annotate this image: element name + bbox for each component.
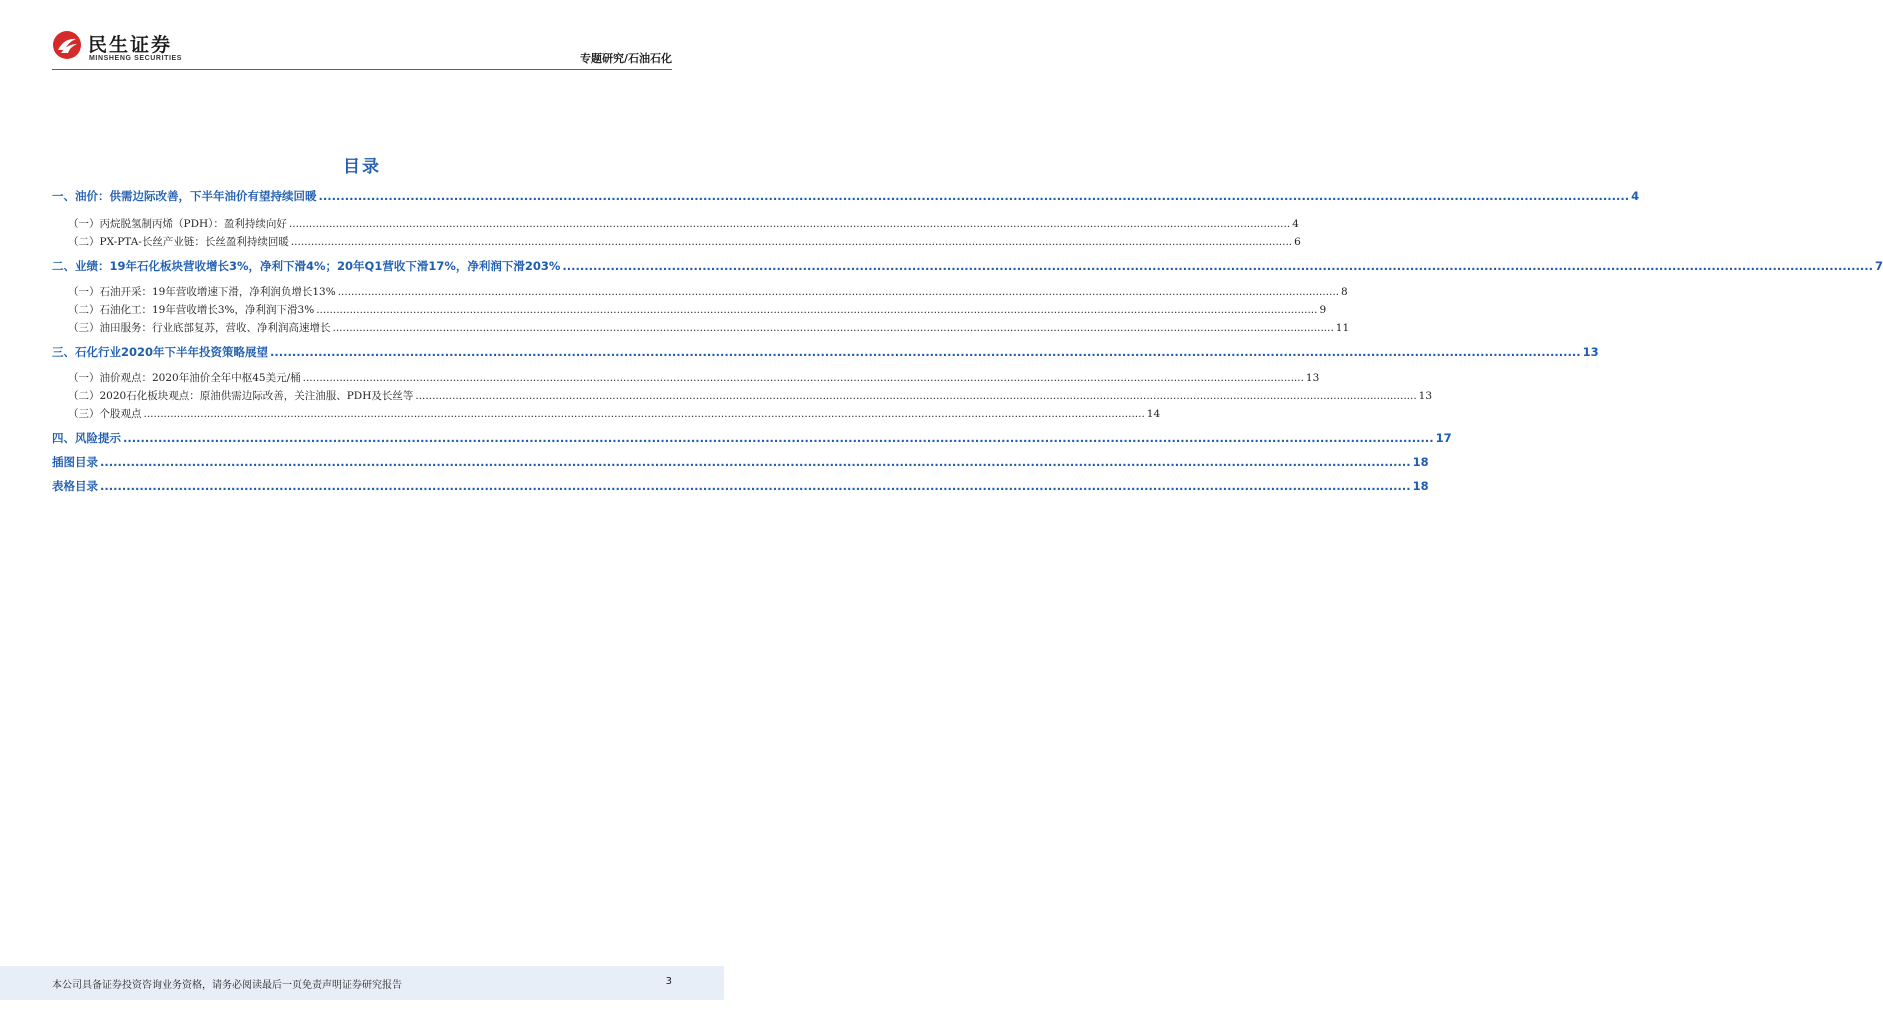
toc-leader-dots: ............................................................................................................................................................................................................................................................................................................ [288, 218, 1291, 230]
toc-entry-page: 13 [1305, 372, 1320, 384]
toc-leader-dots: ............................................................................................................................................................................................................................................................................................................ [290, 236, 1293, 248]
toc-subsection-entry[interactable] [52, 284, 1348, 302]
toc-entry-title: （一）丙烷脱氢制丙烯（PDH）：盈利持续向好 [68, 218, 287, 230]
toc-leader-dots: ............................................................................................................................................................................................................................................................................................................ [318, 189, 1630, 203]
toc-subsection-entry[interactable] [52, 302, 1327, 320]
toc-subsection-entry[interactable] [52, 320, 1350, 338]
header-divider [52, 69, 672, 70]
toc-entry-title: （二）PX-PTA-长丝产业链：长丝盈利持续回暖 [68, 236, 289, 248]
toc-section-entry[interactable] [52, 478, 1429, 496]
footer-disclaimer: 本公司具备证券投资咨询业务资格，请务必阅读最后一页免责声明证券研究报告 [52, 980, 402, 991]
toc-entry-page: 18 [1412, 479, 1429, 493]
toc-entry-page: 18 [1412, 455, 1429, 469]
toc-leader-dots: ............................................................................................................................................................................................................................................................................................................ [415, 390, 1417, 402]
brand-name-cn: 民生证券 [88, 34, 173, 56]
toc-leader-dots: ............................................................................................................................................................................................................................................................................................................ [123, 431, 1434, 445]
toc-section-entry[interactable] [52, 344, 1599, 362]
toc-leader-dots: ............................................................................................................................................................................................................................................................................................................ [316, 304, 1318, 316]
toc-entry-title: （三）个股观点 [68, 408, 142, 420]
toc-entry-title: （一）石油开采：19年营收增速下滑，净利润负增长13% [68, 286, 336, 298]
toc-section-entry[interactable] [52, 430, 1452, 448]
toc-entry-title: （一）油价观点：2020年油价全年中枢45美元/桶 [68, 372, 301, 384]
toc-leader-dots: ............................................................................................................................................................................................................................................................................................................ [270, 345, 1581, 359]
toc-entry-title: 三、石化行业2020年下半年投资策略展望 [52, 345, 269, 359]
toc-title: 目录 [343, 157, 381, 177]
toc-leader-dots: ............................................................................................................................................................................................................................................................................................................ [332, 322, 1334, 334]
toc-leader-dots: ............................................................................................................................................................................................................................................................................................................ [337, 286, 1339, 298]
toc-entry-title: 二、业绩：19年石化板块营收增长3%，净利下滑4%；20年Q1营收下滑17%，净利润下滑203% [52, 259, 561, 273]
toc-entry-title: （二）石油化工：19年营收增长3%，净利润下滑3% [68, 304, 315, 316]
toc-entry-page: 4 [1631, 189, 1640, 203]
minsheng-logo-icon [52, 30, 82, 60]
report-category: 专题研究/石油石化 [579, 52, 672, 65]
brand-name-en: MINSHENG SECURITIES [89, 55, 183, 62]
toc-entry-page: 7 [1875, 259, 1883, 273]
toc-entry-title: （二）2020石化板块观点：原油供需边际改善，关注油服、PDH及长丝等 [68, 390, 414, 402]
toc-leader-dots: ............................................................................................................................................................................................................................................................................................................ [100, 455, 1411, 469]
toc-entry-title: 表格目录 [52, 479, 98, 493]
toc-subsection-entry[interactable] [52, 234, 1301, 252]
toc-section-entry[interactable] [52, 188, 1640, 206]
toc-entry-page: 13 [1582, 345, 1599, 359]
toc-entry-title: 四、风险提示 [52, 431, 121, 445]
toc-entry-page: 13 [1418, 390, 1433, 402]
toc-entry-title: 插图目录 [52, 455, 98, 469]
toc-entry-title: （三）油田服务：行业底部复苏，营收、净利润高速增长 [68, 322, 331, 334]
toc-subsection-entry[interactable] [52, 370, 1320, 388]
toc-entry-page: 4 [1292, 218, 1299, 230]
toc-entry-title: 一、油价：供需边际改善，下半年油价有望持续回暖 [52, 189, 317, 203]
toc-leader-dots: ............................................................................................................................................................................................................................................................................................................ [100, 479, 1411, 493]
toc-entry-page: 17 [1435, 431, 1452, 445]
toc-section-entry[interactable] [52, 454, 1429, 472]
toc-subsection-entry[interactable] [52, 388, 1433, 406]
toc-entry-page: 14 [1146, 408, 1161, 420]
toc-entry-page: 11 [1335, 322, 1350, 334]
toc-leader-dots: ............................................................................................................................................................................................................................................................................................................ [562, 259, 1873, 273]
toc-subsection-entry[interactable] [52, 406, 1161, 424]
toc-entry-page: 8 [1341, 286, 1348, 298]
toc-section-entry[interactable] [52, 258, 1883, 276]
toc-leader-dots: ............................................................................................................................................................................................................................................................................................................ [302, 372, 1304, 384]
toc-leader-dots: ............................................................................................................................................................................................................................................................................................................ [143, 408, 1145, 420]
toc-entry-page: 9 [1319, 304, 1327, 316]
page-number: 3 [665, 976, 672, 987]
page-header [0, 0, 724, 70]
toc-entry-page: 6 [1294, 236, 1301, 248]
toc-subsection-entry[interactable] [52, 216, 1299, 234]
